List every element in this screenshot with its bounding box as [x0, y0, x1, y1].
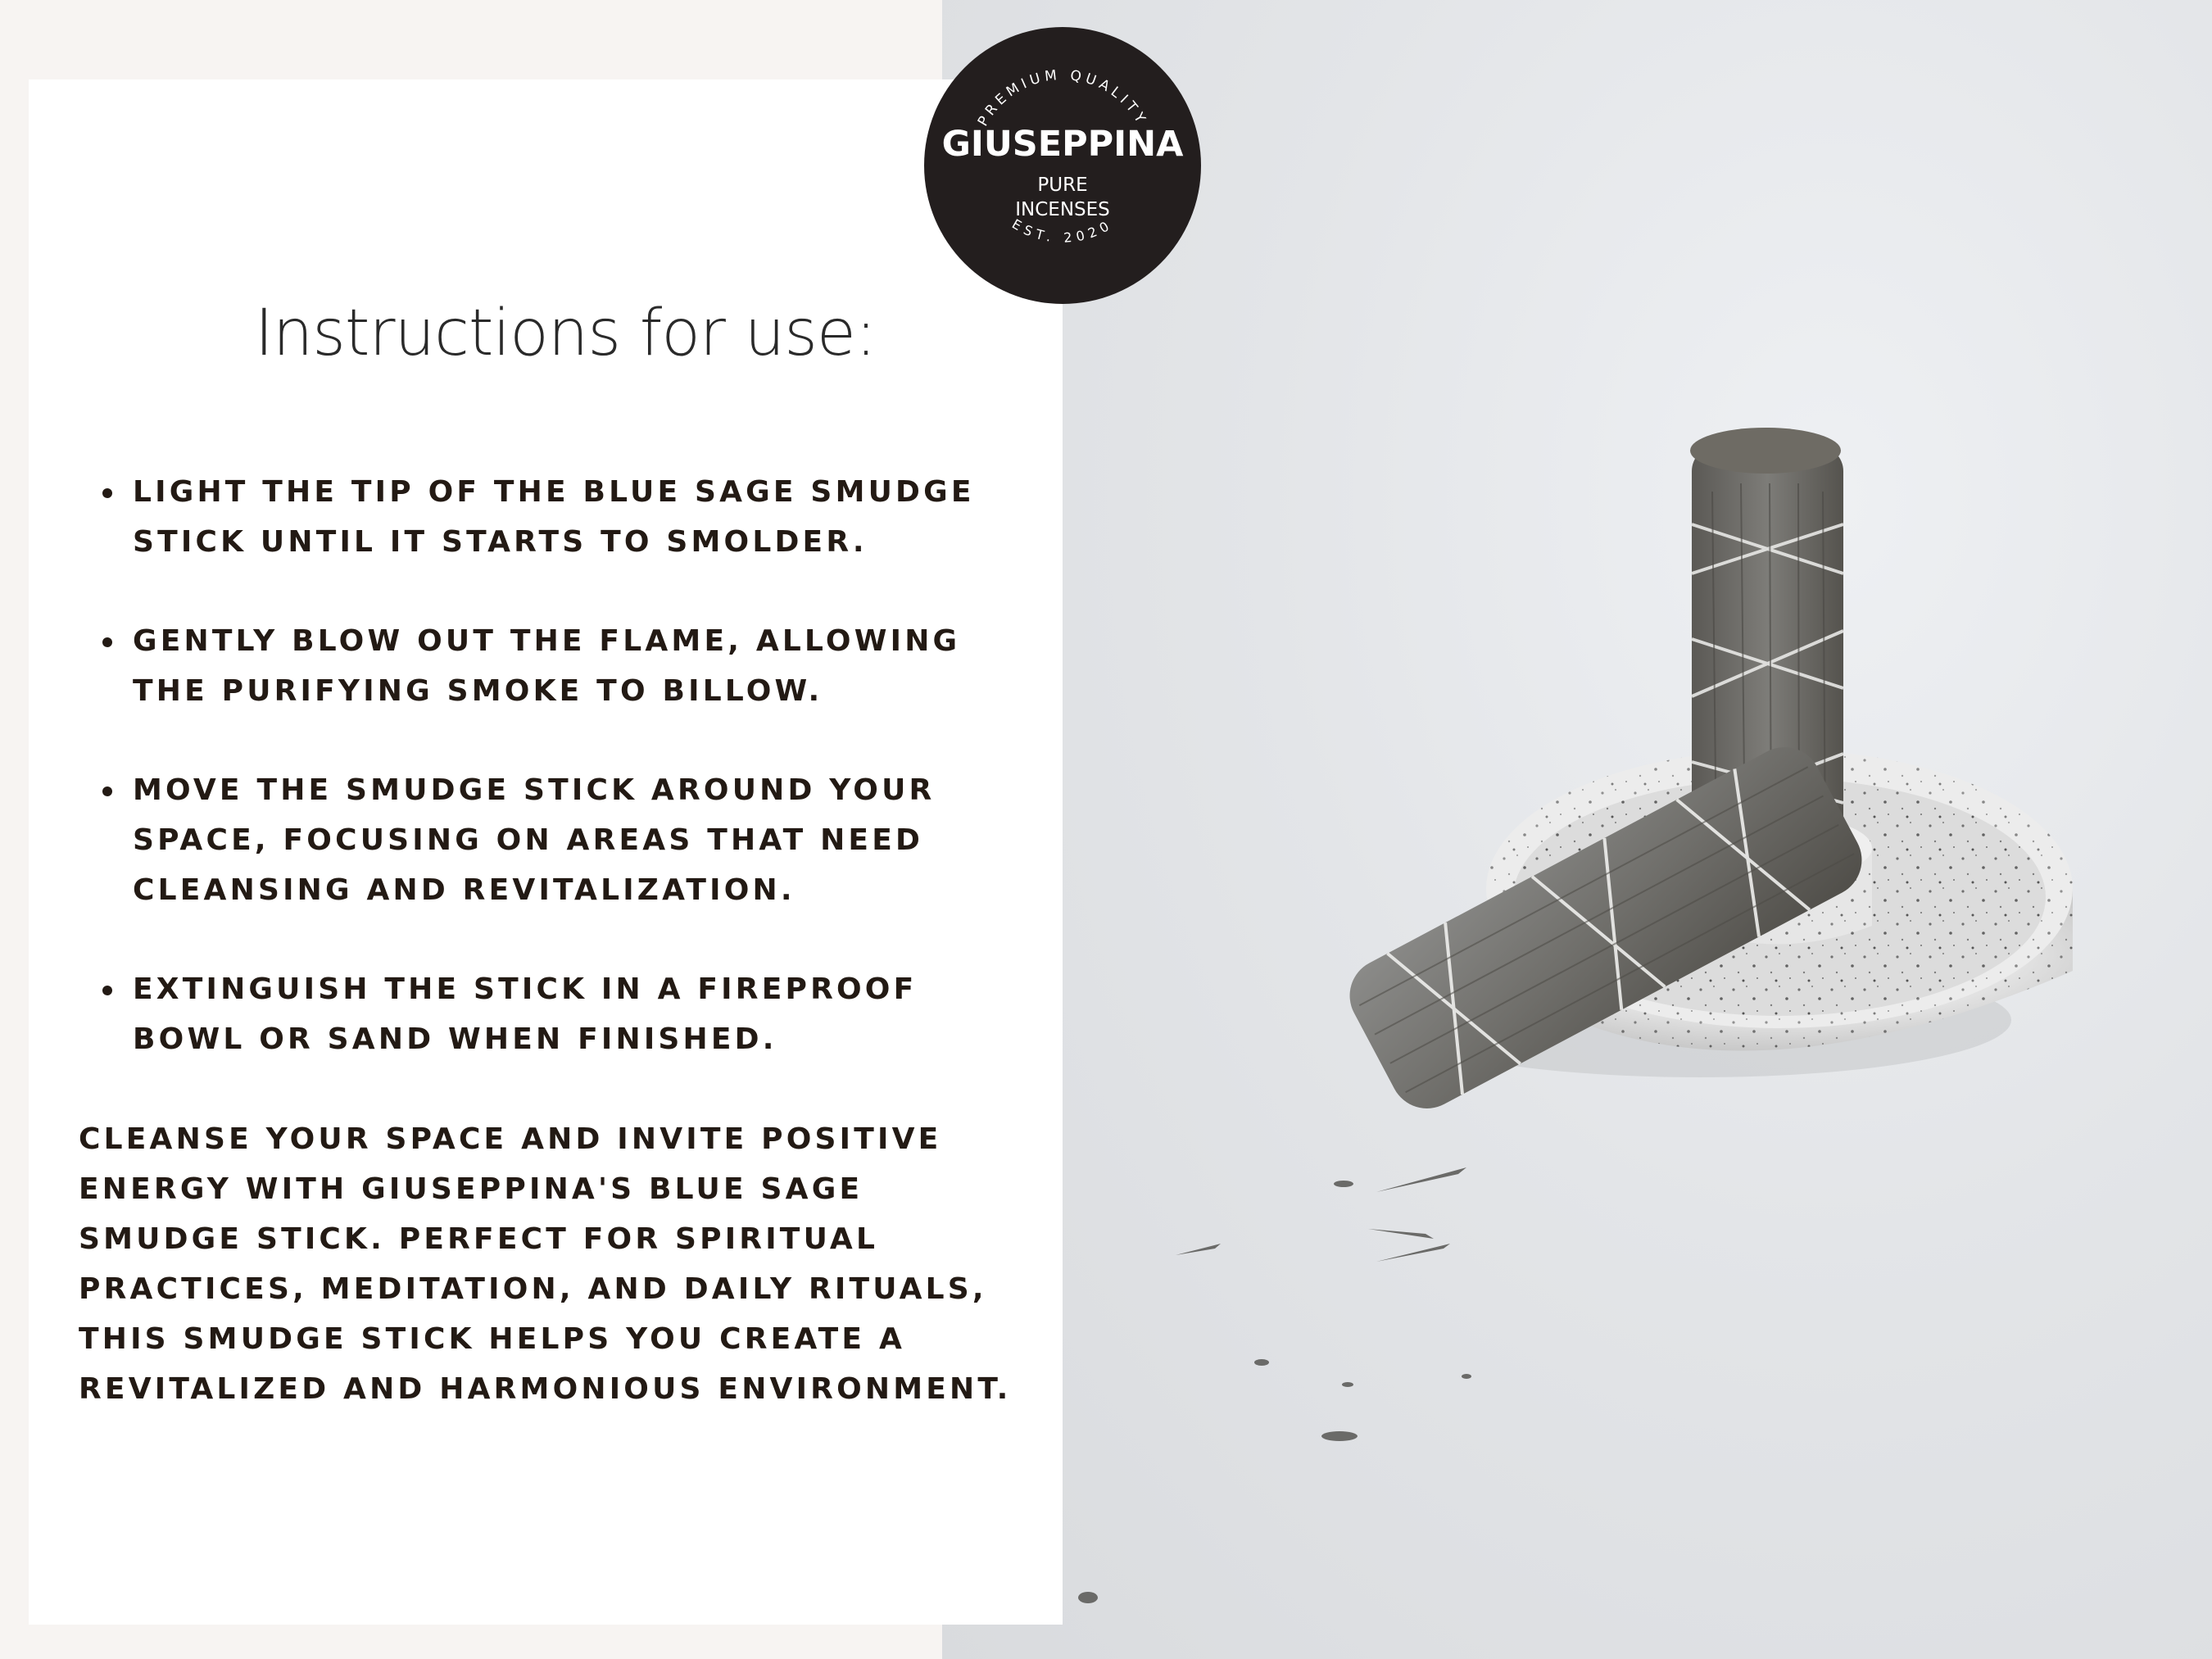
list-item [98, 765, 1024, 915]
list-item [98, 467, 1024, 567]
list-item [98, 964, 1024, 1064]
step-text: EXTINGUISH THE STICK IN A FIREPROOF BOWL OR SAND WHEN FINISHED. [133, 972, 918, 1056]
list-item [98, 616, 1024, 716]
badge-line1-text: PURE [1037, 175, 1088, 196]
bullet-icon [102, 637, 112, 647]
badge-graphic [924, 27, 1201, 304]
badge-brand-text: GIUSEPPINA [941, 124, 1184, 165]
step-text: MOVE THE SMUDGE STICK AROUND YOUR SPACE, FOCUSING ON AREAS THAT NEED CLEANSING AND REVITALIZATION. [133, 773, 936, 907]
product-summary: CLEANSE YOUR SPACE AND INVITE POSITIVE ENERGY WITH GIUSEPPINA'S BLUE SAGE SMUDGE STICK. PERFECT FOR SPIRITUAL PRACTICES, MEDITATION, AND DAILY RITUALS, THIS SMUDGE STICK HELPS YOU CREATE A REVITALIZED AND HARMONIOUS ENVIRONMENT. [79, 1122, 1012, 1406]
svg-text:EST. 2020 [1009, 216, 1116, 246]
bullet-icon [102, 488, 112, 498]
instructions-list [98, 467, 1024, 1113]
badge-top-arc-text: PREMIUM QUALITY [974, 66, 1151, 129]
bullet-icon [102, 986, 112, 995]
badge-bottom-arc-text: EST. 2020 [1009, 215, 1116, 246]
bullet-icon [102, 786, 112, 796]
svg-text:PREMIUM QUALITY [975, 67, 1150, 129]
step-text: GENTLY BLOW OUT THE FLAME, ALLOWING THE PURIFYING SMOKE TO BILLOW. [133, 624, 961, 708]
step-text: LIGHT THE TIP OF THE BLUE SAGE SMUDGE STICK UNTIL IT STARTS TO SMOLDER. [133, 475, 975, 559]
brand-badge [924, 27, 1201, 304]
page-title: Instructions for use: [254, 297, 877, 370]
badge-line2-text: INCENSES [1015, 199, 1110, 220]
